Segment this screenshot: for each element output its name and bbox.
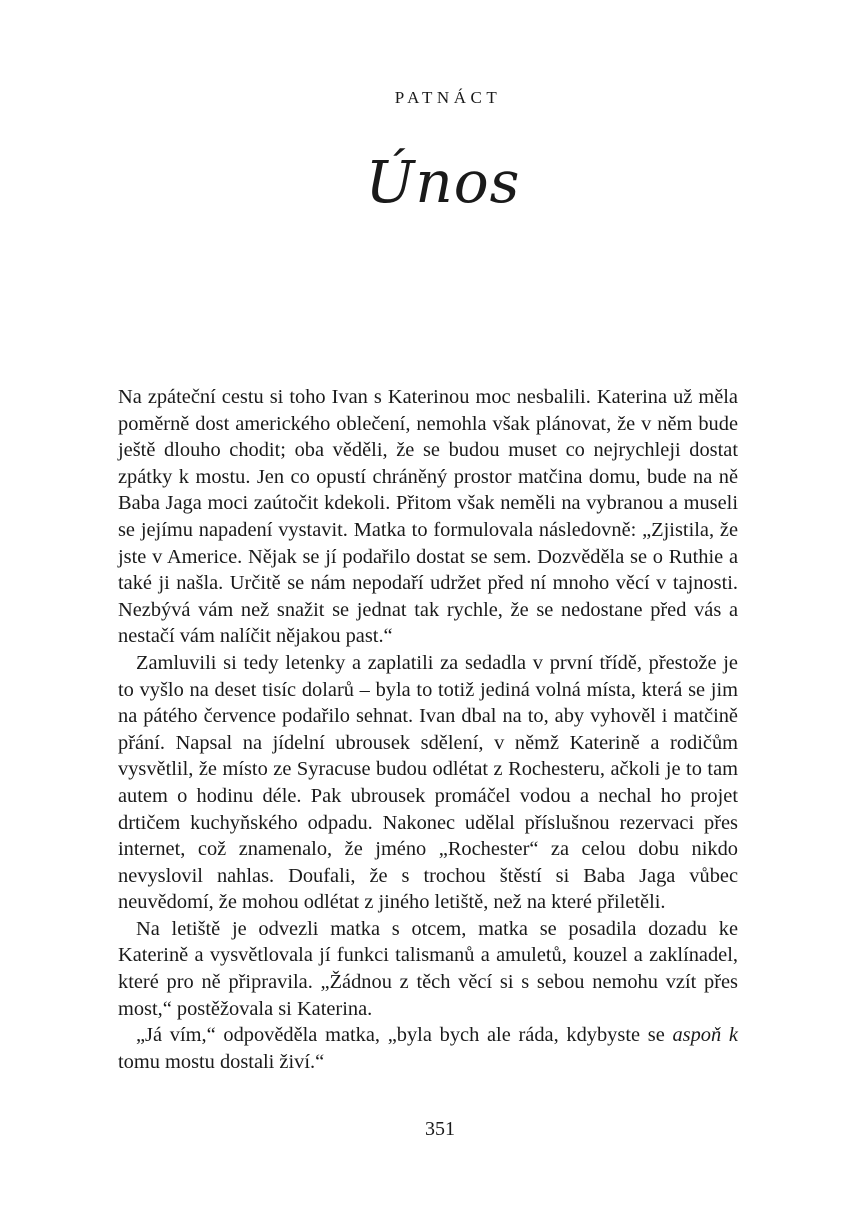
page-number: 351: [425, 1118, 455, 1140]
body-text: [118, 384, 738, 1075]
paragraph-text: tomu mostu dostali živí.“: [118, 1050, 325, 1073]
paragraph: Zamluvili si tedy letenky a zaplatili za sedadla v první třídě, přestože je to vyšlo na deset tisíc dolarů – byla to totiž jediná volná místa, která se jim na pátého července podařilo sehnat. Ivan dbal na to, aby vyhověl i matčině přání. Napsal na jídelní ubrousek sdělení, v němž Katerině a rodičům vysvětlil, že místo ze Syracuse budou odlétat z Rochesteru, ačkoli je to tam autem o hodinu déle. Pak ubrousek promáčel vodou a nechal ho projet drtičem kuchyňského odpadu. Nakonec udělal příslušnou rezervaci přes internet, což znamenalo, že jméno „Rochester“ za celou dobu nikdo nevyslovil nahlas. Doufali, že s trochou štěstí si Baba Jaga vůbec neuvědomí, že mohou odlétat z jiného letiště, než na které přiletěli.: [118, 651, 738, 914]
paragraph: Na zpáteční cestu si toho Ivan s Katerinou moc nesbalili. Katerina už měla poměrně dost amerického oblečení, nemohla však plánovat, že v něm bude ještě dlouho chodit; oba věděli, že se budou muset co nejrychleji dostat zpátky k mostu. Jen co opustí chráněný prostor matčina domu, bude na ně Baba Jaga moci zaútočit kdekoli. Přitom však neměli na vybranou a museli se jejímu napadení vystavit. Matka to formulovala následovně: „Zjistila, že jste v Americe. Nějak se jí podařilo dostat se sem. Dozvěděla se o Ruthie a také ji našla. Určitě se nám nepodaří udržet před ní mnoho věcí v tajnosti. Nezbývá vám než snažit se jednat tak rychle, že se nedostane před vás a nestačí vám nalíčit nějakou past.“: [118, 386, 738, 648]
paragraph-text: „Já vím,“ odpověděla matka, „byla bych ale ráda, kdybyste se: [136, 1024, 673, 1047]
emphasized-text: aspoň k: [672, 1024, 738, 1047]
chapter-label: PATNÁCT: [394, 88, 502, 107]
paragraph: Na letiště je odvezli matka s otcem, matka se posadila dozadu ke Katerině a vysvětlovala jí funkci talismanů a amuletů, kouzel a zaklínadel, které pro ně připravila. „Žádnou z těch věcí si s sebou nemohu vzít přes most,“ postěžovala si Katerina.: [118, 917, 738, 1020]
chapter-title: Únos: [365, 148, 521, 216]
paragraph: [118, 1022, 738, 1075]
